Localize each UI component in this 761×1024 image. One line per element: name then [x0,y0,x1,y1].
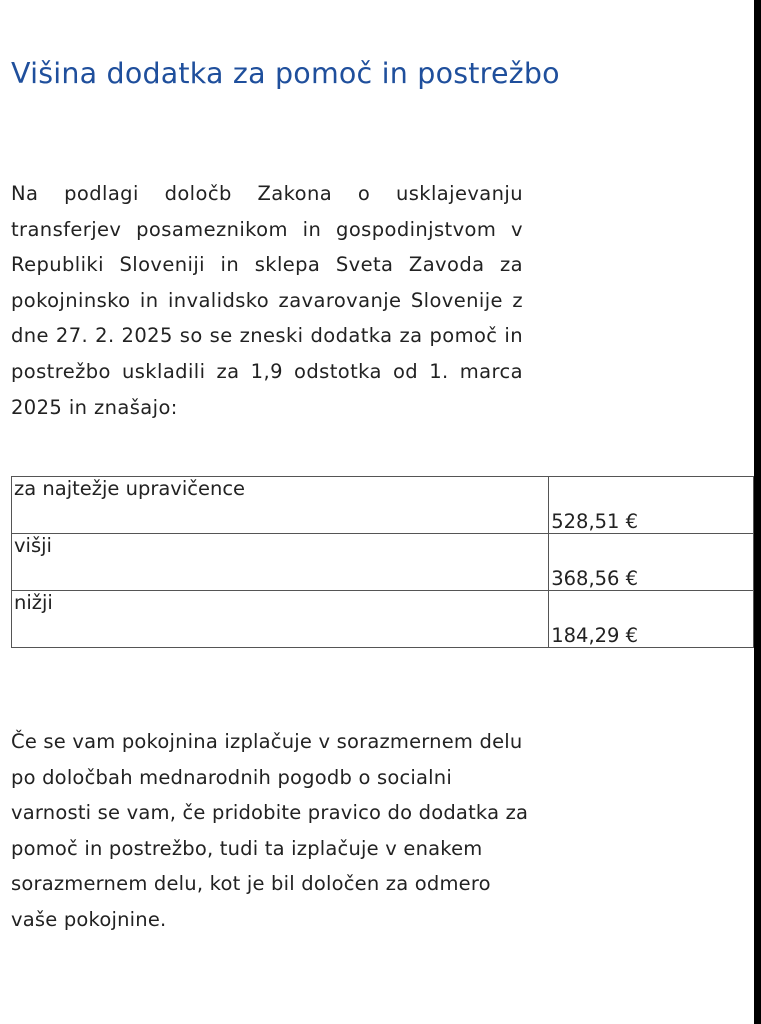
table-cell-label: nižji [12,591,549,648]
table-cell-label: višji [12,534,549,591]
table-cell-amount: 368,56 € [549,534,754,591]
screen-edge-bar [754,0,761,1024]
table-cell-amount: 184,29 € [549,591,754,648]
amounts-table [11,476,754,648]
table-cell-amount: 528,51 € [549,477,754,534]
note-paragraph: Če se vam pokojnina izplačuje v sorazmernem delu po določbah mednarodnih pogodb o socialni varnosti se vam, če pridobite pravico do dodatka za pomoč in postrežbo, tudi ta izplačuje v enakem sorazmernem delu, kot je bil določen za odmero vaše pokojnine. [11,730,529,931]
table-row [12,591,754,648]
intro-paragraph: Na podlagi določb Zakona o usklajevanju transferjev posameznikom in gospodinjstvom v Republiki Sloveniji in sklepa Sveta Zavoda za pokojninsko in invalidsko zavarovanje Slovenije z dne 27. 2. 2025 so se zneski dodatka za pomoč in postrežbo uskladili za 1,9 odstotka od 1. marca 2025 in znašajo: [11,182,523,419]
table-row [12,534,754,591]
table-row [12,477,754,534]
table-cell-label: za najtežje upravičence [12,477,549,534]
page-title: Višina dodatka za pomoč in postrežbo [11,57,560,90]
